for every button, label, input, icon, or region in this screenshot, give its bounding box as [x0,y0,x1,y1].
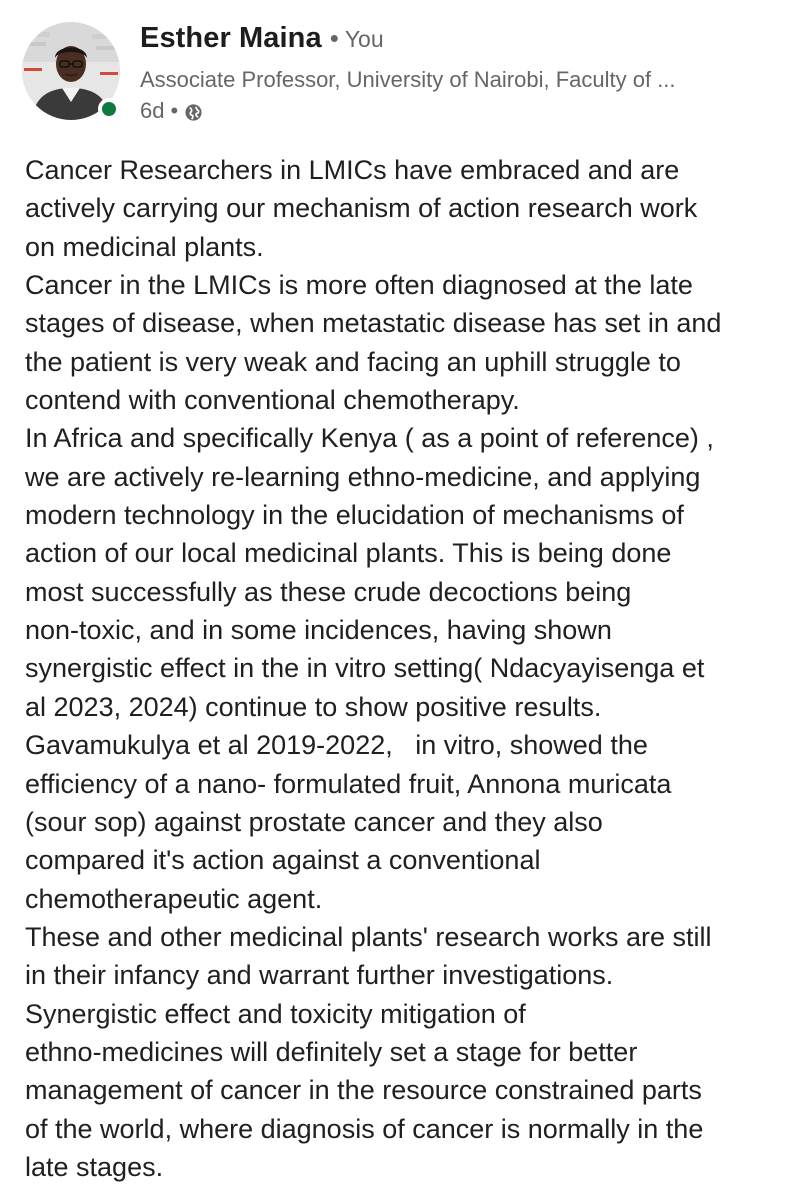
post-text-line: chemotherapeutic agent. [25,883,323,914]
post-text-line: the patient is very weak and facing an uphill struggle to [25,346,681,377]
time-separator: • [170,98,179,123]
post-text-line: efficiency of a nano- formulated fruit, Annona muricata [25,768,672,799]
post-text-line: These and other medicinal plants' research works are still [25,921,712,952]
post-timestamp-line [140,96,780,126]
post-text-line: compared it's action against a conventional [25,845,541,876]
post-text-line: we are actively re-learning ethno-medicine, and applying [25,461,701,492]
post-text-line: stages of disease, when metastatic disease has set in and [25,308,722,339]
author-name-line [140,22,780,62]
post-text-line: in their infancy and warrant further investigations. [25,960,614,991]
author-avatar[interactable] [22,22,120,120]
post-text-line: Synergistic effect and toxicity mitigation of [25,998,526,1029]
post-text-line: actively carrying our mechanism of action research work [25,193,698,224]
post-text-line: (sour sop) against prostate cancer and they also [25,806,603,837]
author-name[interactable]: Esther Maina [140,22,322,54]
post-text-line: modern technology in the elucidation of mechanisms of [25,500,684,531]
post-time: 6d [140,98,165,123]
post-text-line: In Africa and specifically Kenya ( as a point of reference) , [25,423,714,454]
post-text-line: synergistic effect in the in vitro setting( Ndacyayisenga et [25,653,705,684]
post-text-line: Cancer Researchers in LMICs have embraced and are [25,155,680,185]
post-text-line: most successfully as these crude decoctions being [25,576,632,607]
author-meta [140,22,780,126]
author-headline: Associate Professor, University of Nairobi, Faculty of ... [140,67,676,92]
post-text-line: late stages. [25,1151,164,1182]
post-text-line: Cancer in the LMICs is more often diagnosed at the late [25,270,693,301]
post-text-line: contend with conventional chemotherapy. [25,385,520,416]
name-separator: • [329,23,339,53]
post-text-line: action of our local medicinal plants. This is being done [25,538,672,569]
post-text-line: management of cancer in the resource constrained parts [25,1075,702,1106]
post-text-line: ethno-medicines will definitely set a stage for better [25,1036,638,1067]
post-text-line: Gavamukulya et al 2019-2022, in vitro, showed the [25,730,648,761]
post-text-line: on medicinal plants. [25,231,264,262]
post-text-line: non-toxic, and in some incidences, having shown [25,615,612,646]
post-text-line: of the world, where diagnosis of cancer is normally in the [25,1113,704,1144]
connection-degree: You [344,26,384,52]
post-header [22,22,782,122]
presence-indicator [98,98,120,120]
post-text-line: al 2023, 2024) continue to show positive results. [25,691,602,722]
globe-icon [184,102,203,121]
post-body [25,151,795,1186]
